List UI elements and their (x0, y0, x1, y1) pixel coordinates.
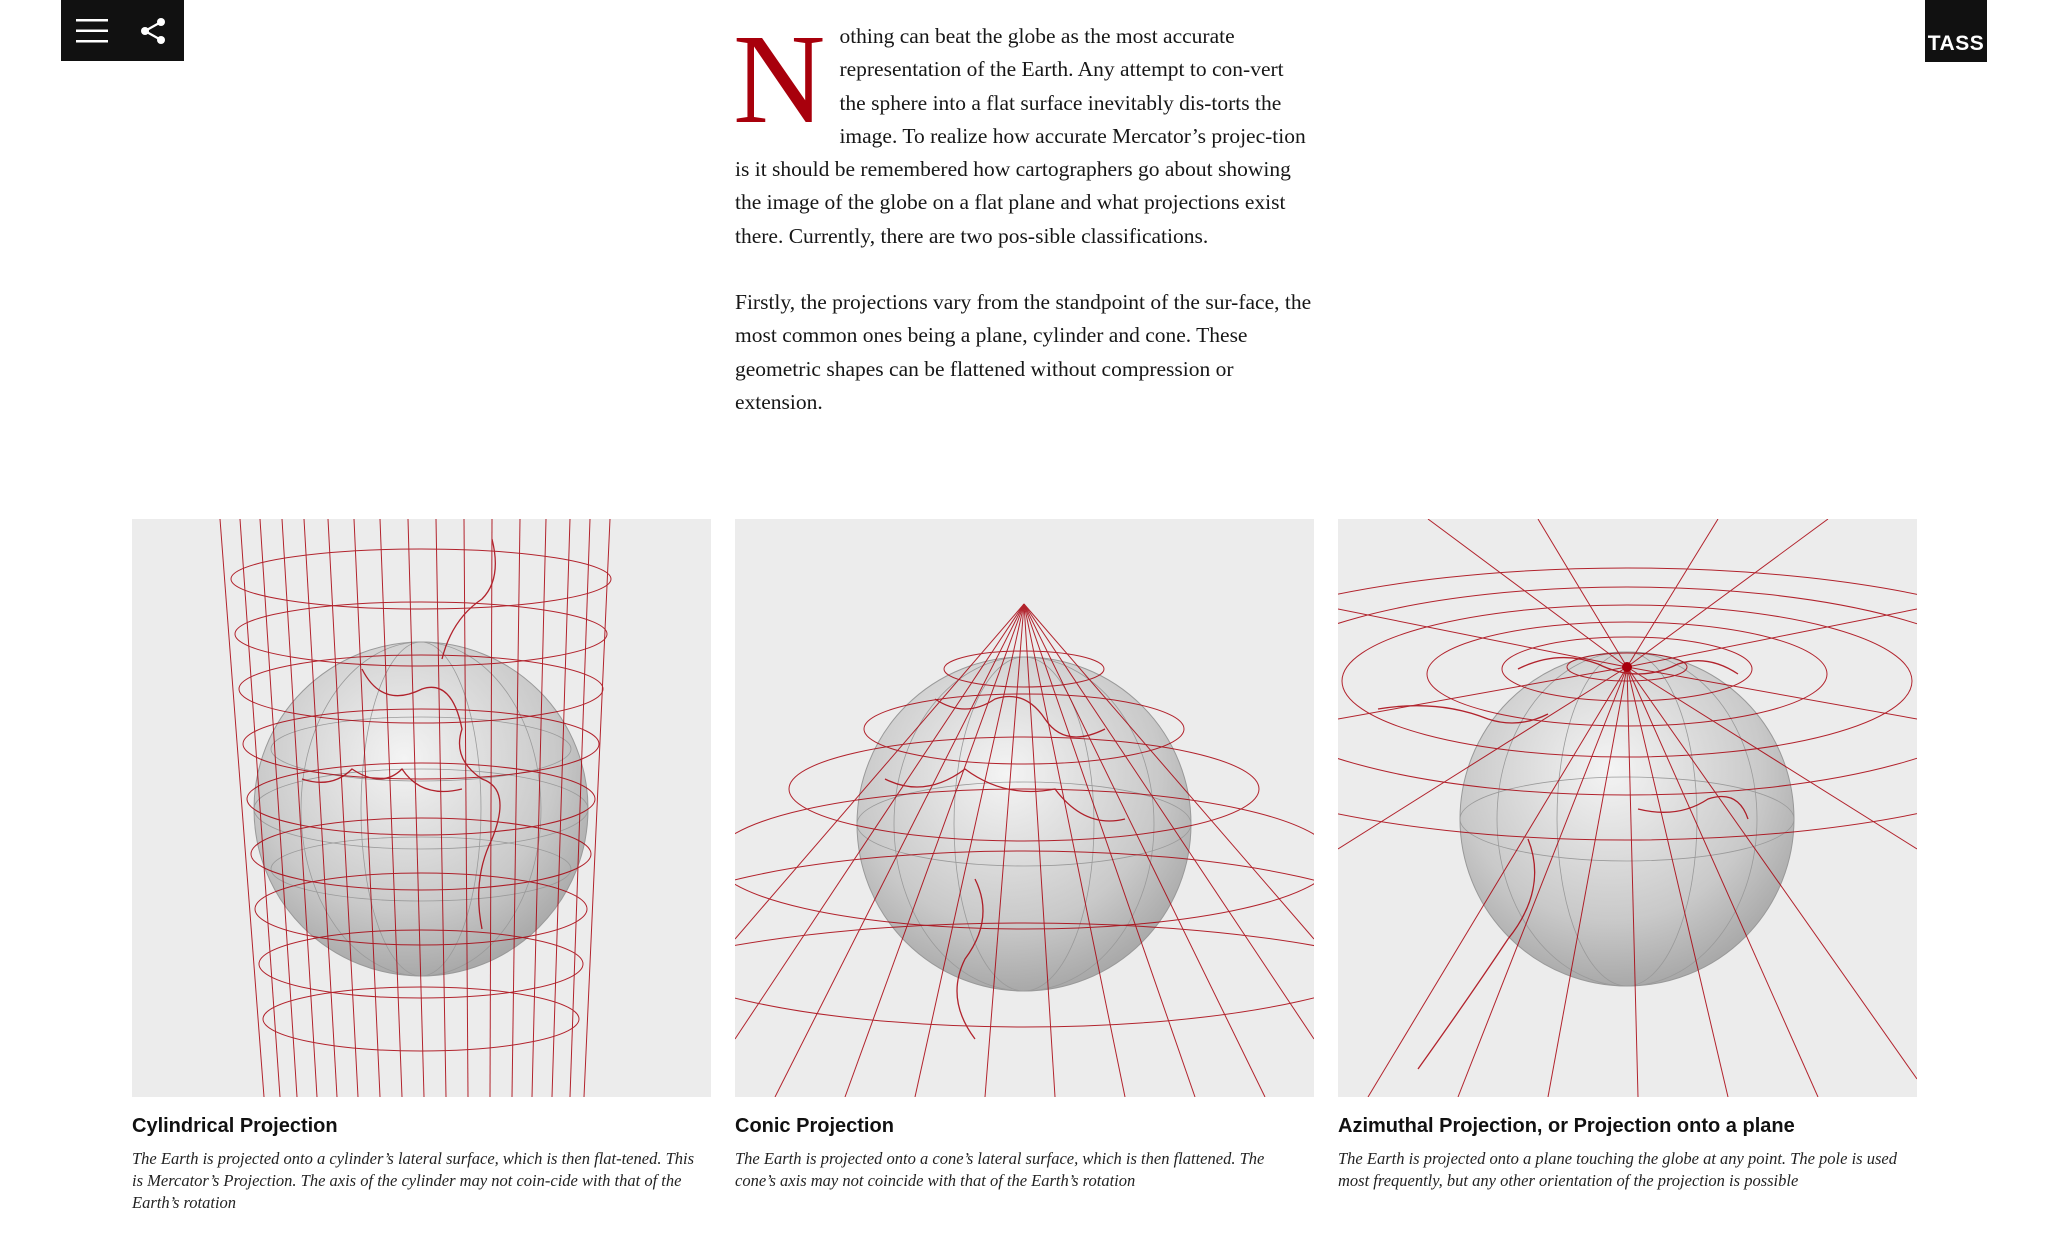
figure-cylindrical (132, 519, 711, 1214)
menu-button[interactable] (61, 0, 122, 61)
conic-illustration (735, 519, 1314, 1097)
article-text (733, 8, 1315, 419)
figure-conic (735, 519, 1314, 1192)
figure-caption: The Earth is projected onto a cone’s lateral surface, which is then flattened. The cone’s axis may not coincide with that of the Earth’s rotation (735, 1149, 1265, 1190)
azimuthal-illustration (1338, 519, 1917, 1097)
figure-title: Conic Projection (735, 1115, 894, 1137)
tass-logo[interactable] (1925, 0, 1987, 62)
figure-title: Azimuthal Projection, or Projection onto a plane (1338, 1115, 1795, 1137)
share-button[interactable] (122, 0, 183, 61)
figure-caption: The Earth is projected onto a cylinder’s lateral surface, which is then flat-tened. This is Mercator’s Projection. The axis of the cylinder may not coin-cide with that of the Earth’s rotation (132, 1149, 695, 1212)
intro-paragraph-text: othing can beat the globe as the most accurate representation of the Earth. Any attempt to con-vert the sphere into a flat surface inevitably dis-torts the image. To realize how accurate Mercator’s projec-tion is it should be remembered how cartographers go about showing the image of the globe on a flat plane and what projections exist there. Currently, there are two pos-sible classifications. (735, 24, 1306, 248)
share-icon (138, 16, 168, 46)
figure-title: Cylindrical Projection (132, 1115, 338, 1137)
drop-cap: N (733, 8, 826, 150)
top-toolbar (61, 0, 184, 61)
intro-paragraph (733, 8, 1315, 253)
figure-azimuthal (1338, 519, 1917, 1192)
hamburger-menu-icon (76, 18, 108, 44)
figure-caption: The Earth is projected onto a plane touching the globe at any point. The pole is used most frequently, but any other orientation of the projection is possible (1338, 1149, 1897, 1190)
logo-text: TASS (1927, 32, 1985, 55)
second-paragraph: Firstly, the projections vary from the standpoint of the sur-face, the most common ones being a plane, cylinder and cone. These geometric shapes can be flattened without compression or extension. (735, 290, 1312, 414)
cylindrical-illustration (132, 519, 711, 1097)
